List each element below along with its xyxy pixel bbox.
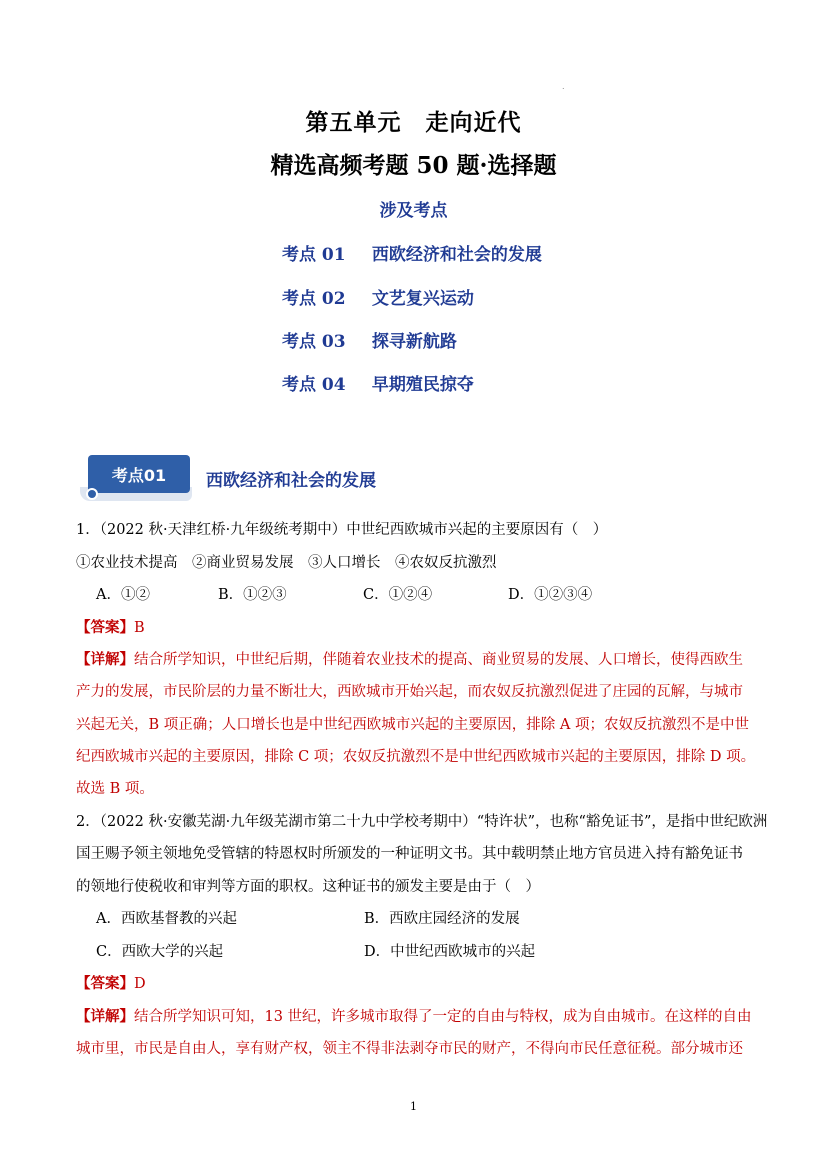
section-badge-label: 考点01 bbox=[111, 466, 167, 485]
knowledge-point-code: 考点 04 bbox=[282, 375, 346, 395]
q1-items: ①农业技术提高 ②商业贸易发展 ③人口增长 ④农奴反抗激烈 bbox=[76, 555, 497, 571]
answer-label: 【答案】 bbox=[76, 619, 134, 636]
answer-value: D bbox=[134, 976, 146, 992]
q1-option-d: D．①②③④ bbox=[508, 587, 593, 603]
knowledge-point-code: 考点 01 bbox=[282, 245, 346, 265]
involves-label: 涉及考点 bbox=[379, 201, 448, 221]
q1-detail-line-5: 故选 B 项。 bbox=[76, 781, 154, 797]
knowledge-point-4 bbox=[282, 370, 474, 395]
q1-detail-line-4: 纪西欧城市兴起的主要原因，排除 C 项；农奴反抗激烈不是中世纪西欧城市兴起的主要原因，排除 D 项。 bbox=[76, 749, 756, 765]
q2-stem-line-1: 2．（2022 秋·安徽芜湖·九年级芜湖市第二十九中学校考期中）“特许状”，也称“豁免证书”，是指中世纪欧洲 bbox=[76, 814, 768, 830]
page-number: 1 bbox=[410, 1100, 417, 1113]
q1-detail-line-2: 产力的发展，市民阶层的力量不断壮大，西欧城市开始兴起，而农奴反抗激烈促进了庄园的瓦解，与城市 bbox=[76, 684, 743, 700]
q1-option-c: C．①②④ bbox=[363, 587, 433, 603]
unit-title: 第五单元 走向近代 bbox=[305, 109, 522, 136]
knowledge-point-name: 探寻新航路 bbox=[371, 332, 457, 352]
corner-mark: . bbox=[562, 82, 565, 91]
section-badge bbox=[88, 455, 190, 493]
badge-dot-icon bbox=[86, 488, 98, 500]
q2-stem-line-2: 国王赐予领主领地免受管辖的特恩权时所颁发的一种证明文书。其中载明禁止地方官员进入持有豁免证书 bbox=[76, 846, 743, 862]
q2-stem-line-3: 的领地行使税收和审判等方面的职权。这种证书的颁发主要是由于（ ） bbox=[76, 879, 540, 895]
knowledge-point-code: 考点 03 bbox=[282, 332, 346, 352]
detail-label: 【详解】 bbox=[76, 651, 134, 668]
answer-value: B bbox=[134, 620, 145, 636]
q2-detail-line-2: 城市里，市民是自由人，享有财产权，领主不得非法剥夺市民的财产，不得向市民任意征税。部分城市还 bbox=[76, 1041, 743, 1057]
q2-detail-line-1 bbox=[76, 1005, 752, 1026]
knowledge-point-name: 早期殖民掠夺 bbox=[371, 375, 474, 395]
q2-option-c: C．西欧大学的兴起 bbox=[96, 944, 224, 960]
knowledge-point-1 bbox=[282, 240, 542, 265]
knowledge-point-2 bbox=[282, 284, 474, 309]
knowledge-point-name: 西欧经济和社会的发展 bbox=[371, 245, 542, 265]
q1-answer bbox=[76, 616, 145, 637]
knowledge-point-code: 考点 02 bbox=[282, 289, 346, 309]
page-subtitle: 精选高频考题 50 题·选择题 bbox=[270, 152, 557, 179]
detail-text: 结合所学知识，中世纪后期，伴随着农业技术的提高、商业贸易的发展、人口增长，使得西欧生 bbox=[134, 652, 743, 668]
detail-text: 结合所学知识可知，13 世纪，许多城市取得了一定的自由与特权，成为自由城市。在这样的自由 bbox=[134, 1009, 752, 1025]
q2-option-a: A．西欧基督教的兴起 bbox=[96, 911, 237, 927]
q2-answer bbox=[76, 972, 146, 993]
q1-stem: 1．（2022 秋·天津红桥·九年级统考期中）中世纪西欧城市兴起的主要原因有（ ） bbox=[76, 522, 608, 538]
q1-option-b: B．①②③ bbox=[218, 587, 287, 603]
q1-detail-line-1 bbox=[76, 648, 743, 669]
q1-option-a: A．①② bbox=[96, 587, 150, 603]
knowledge-point-name: 文艺复兴运动 bbox=[371, 289, 474, 309]
detail-label: 【详解】 bbox=[76, 1008, 134, 1025]
q1-detail-line-3: 兴起无关，B 项正确；人口增长也是中世纪西欧城市兴起的主要原因，排除 A 项；农奴反抗激烈不是中世 bbox=[76, 717, 749, 733]
q2-option-b: B．西欧庄园经济的发展 bbox=[364, 911, 520, 927]
q2-option-d: D．中世纪西欧城市的兴起 bbox=[364, 944, 536, 960]
knowledge-point-3 bbox=[282, 327, 457, 352]
answer-label: 【答案】 bbox=[76, 975, 134, 992]
section-title: 西欧经济和社会的发展 bbox=[206, 471, 376, 491]
